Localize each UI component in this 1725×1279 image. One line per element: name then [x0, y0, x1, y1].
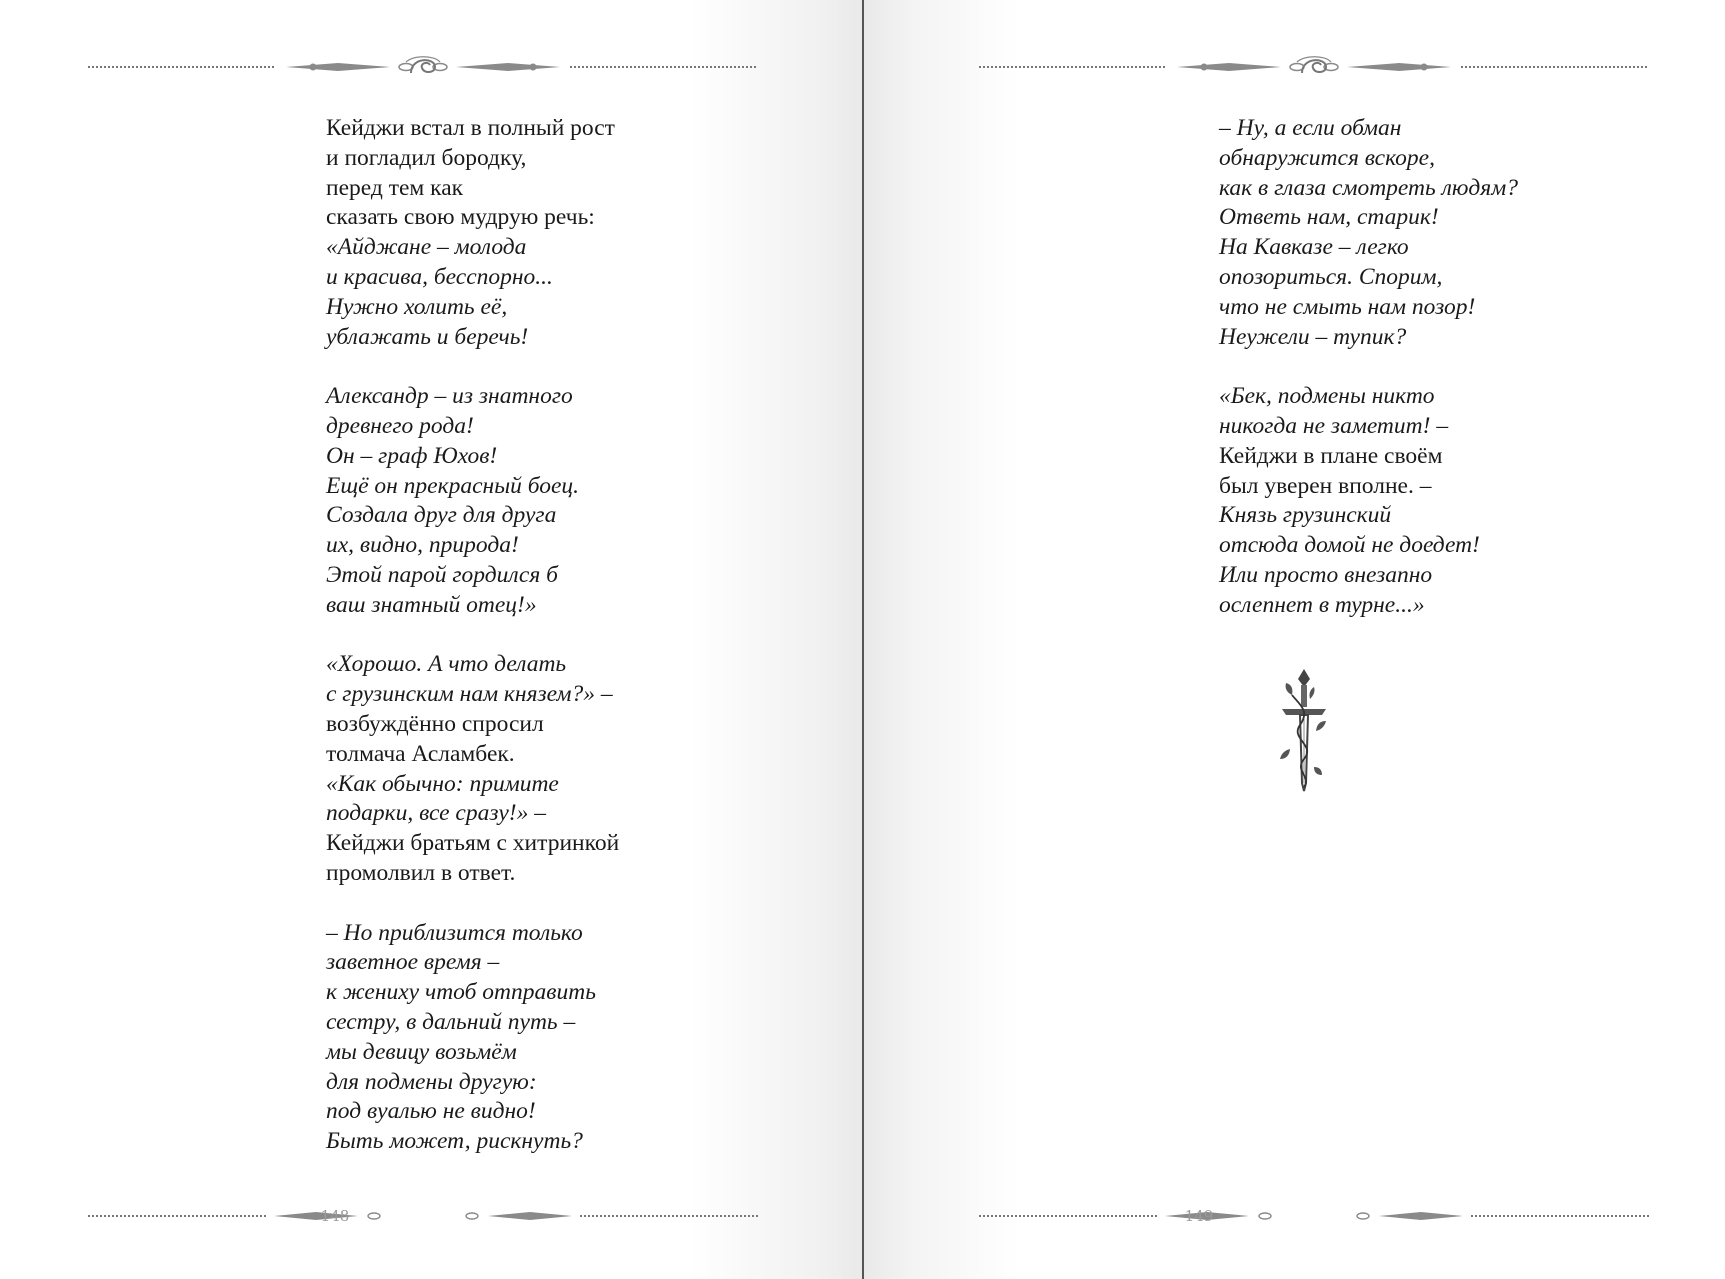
verse-line: Он – граф Юхов! [326, 442, 498, 469]
verse-line: Или просто внезапно [1219, 561, 1433, 588]
verse-line: их, видно, природа! [326, 532, 519, 559]
verse-line: – Ну, а если обман [1219, 115, 1402, 141]
verse-line: мы девицу возьмём [326, 1038, 517, 1065]
verse-line: «Хорошо. А что делать [326, 651, 567, 678]
verse-line: и погладил бородку, [326, 144, 527, 171]
verse-line: возбуждённо спросил [326, 710, 544, 737]
verse-line: сестру, в дальний путь – [326, 1008, 576, 1035]
left-page [0, 0, 862, 1279]
verse-line: Создала друг для друга [326, 502, 557, 529]
stanza [1219, 114, 1518, 352]
verse-line: ваш знатный отец!» [326, 591, 537, 618]
verse-line: заветное время – [326, 949, 500, 976]
verse-line: обнаружится вскоре, [1219, 144, 1435, 171]
right-page [864, 0, 1725, 1279]
verse-line: Кейджи братьям с хитринкой [326, 830, 620, 857]
stanza [326, 919, 619, 1157]
verse-line: был уверен вполне. – [1219, 472, 1432, 499]
stanza [326, 114, 619, 352]
verse-line: Ответь нам, старик! [1219, 204, 1439, 231]
verse-line: «Бек, подмены никто [1219, 383, 1435, 410]
verse-line: Александр – из знатного [326, 383, 573, 410]
verse-line: Кейджи в плане своём [1219, 442, 1443, 469]
verse-line: подарки, все сразу!» – [326, 800, 546, 827]
dagger-with-vine-icon [1274, 665, 1334, 795]
verse-line: под вуалью не видно! [326, 1098, 536, 1125]
verse-line: Князь грузинский [1219, 502, 1392, 529]
verse-line: сказать свою мудрую речь: [326, 204, 595, 231]
verse-line: отсюда домой не доедет! [1219, 532, 1480, 559]
footer-ornament-right [979, 1201, 1649, 1231]
verse-line: древнего рода! [326, 412, 474, 439]
verse-line: На Кавказе – легко [1219, 234, 1409, 261]
verse-line: Ещё он прекрасный боец. [326, 472, 580, 499]
stanza [326, 382, 619, 620]
verse-line: перед тем как [326, 174, 464, 201]
verse-line: Этой парой гордился б [326, 561, 558, 588]
verse-line: к жениху чтоб отправить [326, 979, 596, 1006]
verse-line: «Как обычно: примите [326, 770, 559, 797]
stanza [1219, 382, 1518, 620]
verse-line: ослепнет в турне...» [1219, 591, 1425, 618]
verse-line: толмача Асламбек. [326, 740, 515, 767]
verse-line: что не смыть нам позор! [1219, 293, 1476, 320]
footer-ornament-left [88, 1201, 758, 1231]
verse-line: промолвил в ответ. [326, 859, 516, 886]
poem-right [1219, 114, 1518, 650]
verse-line: никогда не заметит! – [1219, 412, 1449, 439]
header-ornament-left [88, 52, 758, 82]
page-number-right: 149 [1184, 1207, 1214, 1225]
verse-line: «Айджане – молода [326, 234, 527, 261]
verse-line: опозориться. Спорим, [1219, 263, 1443, 290]
verse-line: Быть может, рискнуть? [326, 1128, 583, 1155]
stanza [326, 650, 619, 888]
verse-line: ублажать и беречь! [326, 323, 529, 350]
verse-line: Нужно холить её, [326, 293, 508, 320]
header-ornament-right [979, 52, 1649, 82]
page-number-left: 148 [320, 1207, 350, 1225]
verse-line: и красива, бесспорно... [326, 263, 553, 290]
poem-left [326, 114, 619, 1187]
verse-line: как в глаза смотреть людям? [1219, 174, 1518, 201]
verse-line: Кейджи встал в полный рост [326, 115, 615, 141]
verse-line: Неужели – тупик? [1219, 323, 1407, 350]
verse-line: – Но приблизится только [326, 919, 583, 946]
verse-line: для подмены другую: [326, 1068, 537, 1095]
verse-line: с грузинским нам князем?» – [326, 681, 613, 708]
